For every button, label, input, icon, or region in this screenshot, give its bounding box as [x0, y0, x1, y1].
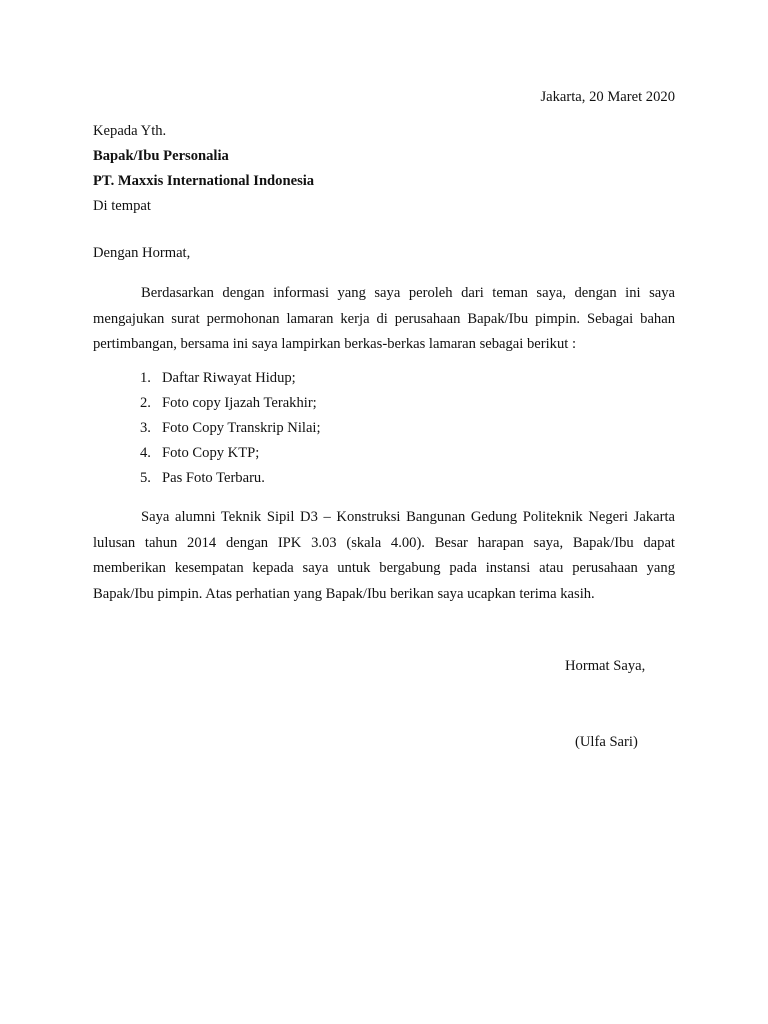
list-item	[140, 366, 321, 391]
list-item	[140, 391, 321, 416]
list-text: Foto Copy KTP;	[162, 445, 260, 461]
letter-date: Jakarta, 20 Maret 2020	[540, 89, 675, 105]
signer-name: (Ulfa Sari)	[575, 734, 638, 750]
recipient-block	[93, 119, 314, 219]
list-item	[140, 416, 321, 441]
list-item	[140, 466, 321, 491]
closing-paragraph: Saya alumni Teknik Sipil D3 – Konstruksi Bangunan Gedung Politeknik Negeri Jakarta lulusan tahun 2014 dengan IPK 3.03 (skala 4.00). Besar harapan saya, Bapak/Ibu dapat memberikan kesempatan kepada saya untuk bergabung pada instansi atau perusahaan yang Bapak/Ibu pimpin. Atas perhatian yang Bapak/Ibu berikan saya ucapkan terima kasih.	[93, 509, 675, 602]
recipient-company: PT. Maxxis International Indonesia	[93, 173, 315, 189]
list-text: Foto Copy Transkrip Nilai;	[162, 420, 321, 436]
list-number: 1.	[140, 370, 151, 386]
opening-paragraph: Berdasarkan dengan informasi yang saya peroleh dari teman saya, dengan ini saya mengajukan surat permohonan lamaran kerja di perusahaan Bapak/Ibu pimpin. Sebagai bahan pertimbangan, bersama ini saya lampirkan berkas-berkas lamaran sebagai berikut :	[93, 285, 675, 352]
list-number: 3.	[140, 420, 151, 436]
list-text: Daftar Riwayat Hidup;	[162, 370, 296, 386]
list-item	[140, 441, 321, 466]
list-number: 4.	[140, 445, 151, 461]
list-text: Foto copy Ijazah Terakhir;	[162, 395, 317, 411]
list-number: 2.	[140, 395, 151, 411]
recipient-location: Di tempat	[93, 198, 151, 214]
closing-salutation: Hormat Saya,	[565, 658, 646, 674]
list-number: 5.	[140, 470, 151, 486]
greeting: Dengan Hormat,	[93, 245, 191, 261]
attachment-list	[140, 366, 321, 491]
recipient-salutation: Kepada Yth.	[93, 123, 167, 139]
recipient-department: Bapak/Ibu Personalia	[93, 148, 229, 164]
list-text: Pas Foto Terbaru.	[162, 470, 265, 486]
